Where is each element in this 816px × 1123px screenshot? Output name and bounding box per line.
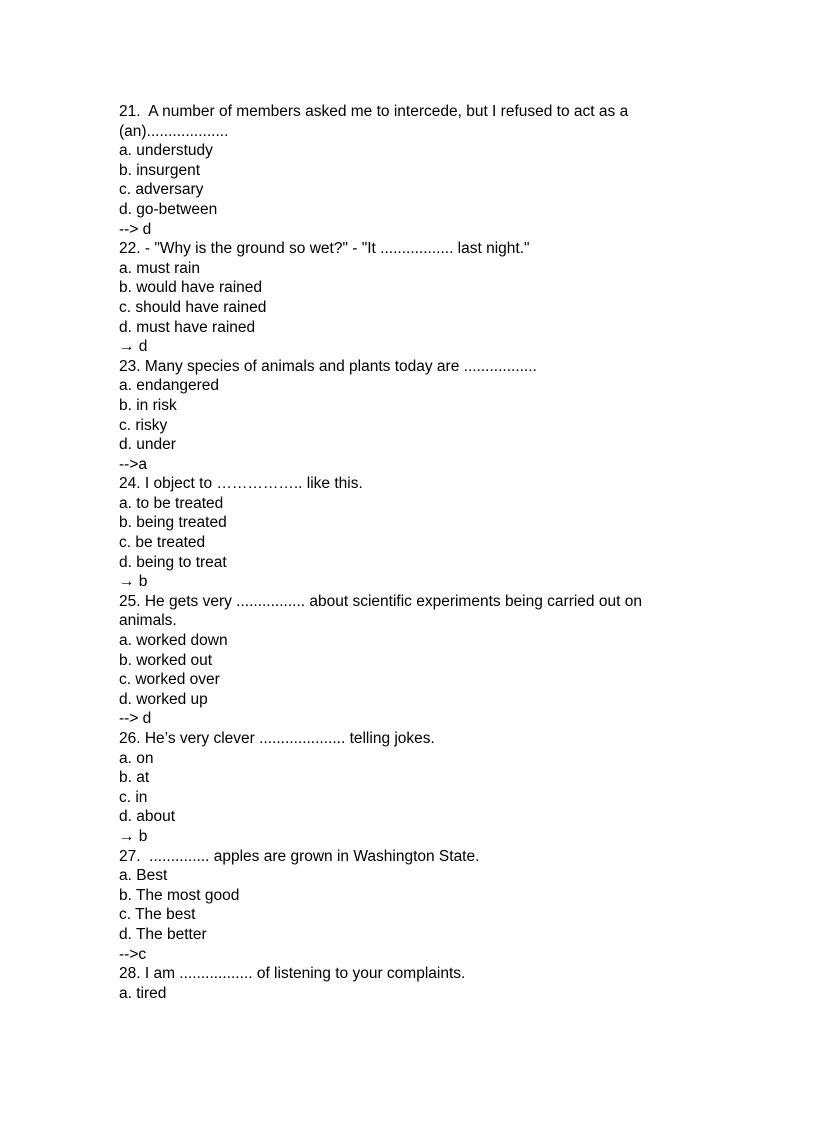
option-d: d. worked up — [119, 690, 208, 708]
question-block-27 — [119, 847, 679, 965]
answer-line: --> d — [119, 220, 152, 238]
answer-line: -->a — [119, 455, 147, 473]
answer-line: → b — [119, 827, 148, 845]
option-b: b. The most good — [119, 886, 240, 904]
question-stem: 22. - "Why is the ground so wet?" - "It ................. last night." — [119, 240, 530, 258]
option-c: c. worked over — [119, 671, 220, 689]
question-block-26 — [119, 729, 679, 847]
question-stem: 26. He’s very clever .................... telling jokes. — [119, 730, 435, 747]
option-b: b. would have rained — [119, 279, 263, 297]
question-stem: 24. I object to …………….. like this. — [119, 475, 363, 493]
option-d: d. under — [119, 436, 176, 454]
option-b: b. insurgent — [119, 161, 200, 179]
option-a: a. on — [119, 749, 154, 767]
option-c: c. The best — [119, 906, 196, 924]
question-stem: 28. I am ................. of listening to your complaints. — [119, 965, 466, 983]
option-a: a. understudy — [119, 142, 213, 160]
option-c: c. in — [119, 788, 148, 806]
option-b: b. being treated — [119, 514, 227, 532]
answer-line: → d — [119, 338, 148, 356]
question-block-25 — [119, 592, 679, 729]
question-block-22 — [119, 239, 679, 357]
option-b: b. at — [119, 769, 150, 787]
question-block-28 — [119, 964, 679, 1003]
option-a: a. tired — [119, 984, 167, 1002]
option-d: d. being to treat — [119, 553, 227, 571]
answer-line: -->c — [119, 945, 147, 963]
option-a: a. must rain — [119, 259, 200, 277]
answer-line: → b — [119, 573, 148, 591]
option-b: b. in risk — [119, 396, 177, 414]
question-stem: 27. .............. apples are grown in Washington State. — [119, 847, 480, 865]
option-c: c. adversary — [119, 181, 204, 199]
option-d: d. go-between — [119, 200, 218, 218]
option-d: d. about — [119, 808, 176, 826]
answer-line: --> d — [119, 710, 152, 728]
quiz-content — [119, 102, 679, 1003]
question-block-23 — [119, 357, 679, 475]
option-a: a. Best — [119, 867, 168, 885]
option-b: b. worked out — [119, 651, 213, 669]
option-c: c. should have rained — [119, 298, 267, 316]
option-d: d. The better — [119, 925, 207, 943]
question-stem: 23. Many species of animals and plants today are ................. — [119, 357, 537, 375]
question-block-24 — [119, 474, 679, 592]
question-stem: 21. A number of members asked me to intercede, but I refused to act as a (an)................... — [119, 103, 633, 140]
option-d: d. must have rained — [119, 318, 256, 336]
option-a: a. endangered — [119, 377, 219, 395]
option-a: a. worked down — [119, 632, 228, 650]
question-stem: 25. He gets very ................ about scientific experiments being carried out on animals. — [119, 592, 647, 630]
option-c: c. risky — [119, 416, 168, 434]
option-a: a. to be treated — [119, 494, 224, 512]
question-block-21 — [119, 102, 679, 239]
option-c: c. be treated — [119, 534, 206, 552]
